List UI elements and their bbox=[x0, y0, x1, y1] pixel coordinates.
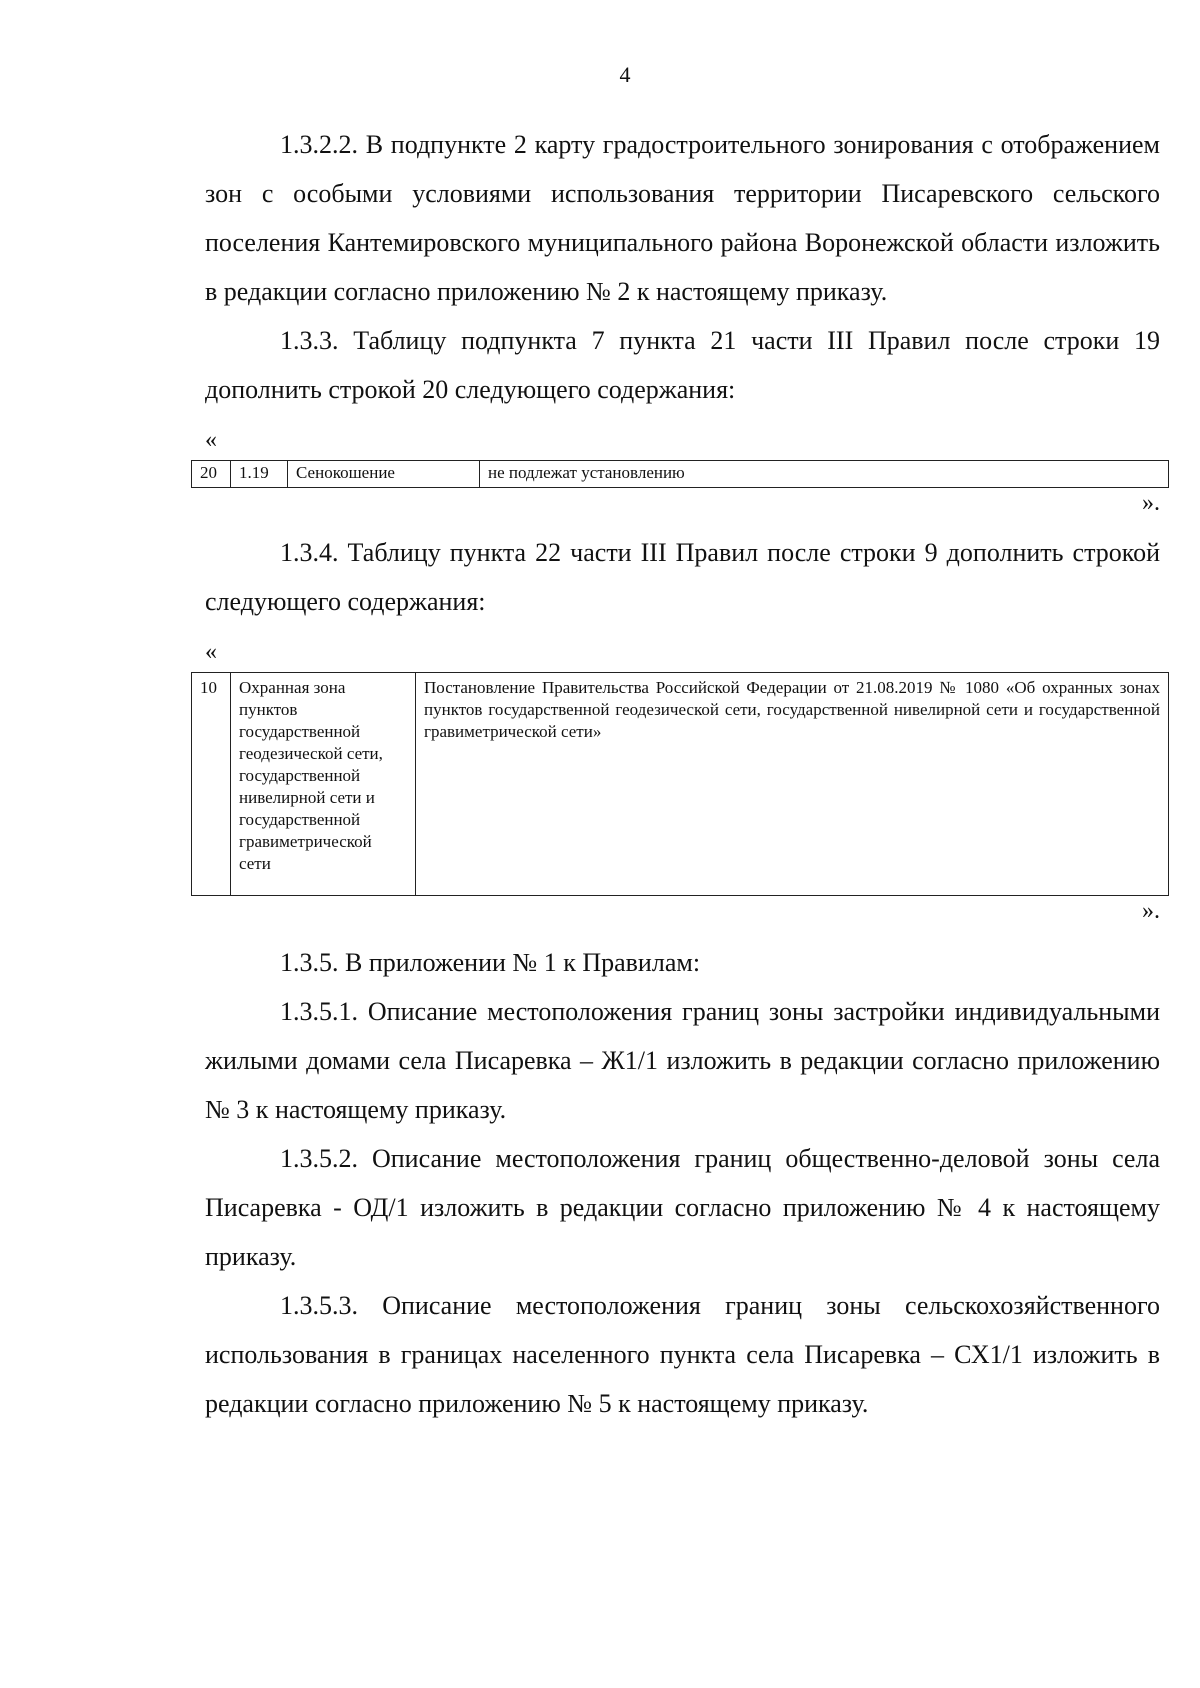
paragraph-1-3-5-1: 1.3.5.1. Описание местоположения границ зоны застройки индивидуальными жилыми домами села Писаревка – Ж1/1 изложить в редакции согласно приложению № 3 к настоящему приказу. bbox=[205, 997, 1160, 1124]
legal-basis-cell: Постановление Правительства Российской Федерации от 21.08.2019 № 1080 «Об охранных зонах пунктов государственной геодезической сети, государственной нивелирной сети и государственной гравиметрической сети» bbox=[416, 673, 1169, 896]
closing-quote: ». bbox=[1142, 898, 1160, 924]
inserted-table-row-10 bbox=[191, 672, 1169, 896]
paragraph-1-3-4: 1.3.4. Таблицу пункта 22 части III Правил после строки 9 дополнить строкой следующего содержания: bbox=[205, 538, 1160, 616]
opening-quote: « bbox=[205, 639, 217, 665]
row-number-cell: 10 bbox=[192, 673, 231, 896]
document-body bbox=[200, 120, 1160, 1428]
paragraph-1-3-3: 1.3.3. Таблицу подпункта 7 пункта 21 части III Правил после строки 19 дополнить строкой 20 следующего содержания: bbox=[205, 326, 1160, 404]
closing-quote: ». bbox=[1142, 490, 1160, 516]
paragraph-1-3-5-3: 1.3.5.3. Описание местоположения границ зоны сельскохозяйственного использования в границах населенного пункта села Писаревка – СХ1/1 изложить в редакции согласно приложению № 5 к настоящему приказу. bbox=[205, 1291, 1160, 1418]
inserted-table-row-20 bbox=[191, 460, 1169, 488]
opening-quote: « bbox=[205, 427, 217, 453]
table-row bbox=[192, 673, 1169, 896]
code-cell: 1.19 bbox=[231, 461, 288, 488]
page-number: 4 bbox=[619, 62, 631, 87]
table-row bbox=[192, 461, 1169, 488]
row-number-cell: 20 bbox=[192, 461, 231, 488]
zone-name-cell: Охранная зона пунктов государственной геодезической сети, государственной нивелирной сети и государственной гравиметрической сети bbox=[231, 673, 416, 896]
paragraph-1-3-2-2: 1.3.2.2. В подпункте 2 карту градостроительного зонирования с отображением зон с особыми условиями использования территории Писаревского сельского поселения Кантемировского муниципального района Воронежской области изложить в редакции согласно приложению № 2 к настоящему приказу. bbox=[205, 130, 1160, 306]
use-name-cell: Сенокошение bbox=[288, 461, 480, 488]
value-cell: не подлежат установлению bbox=[480, 461, 1169, 488]
paragraph-1-3-5: 1.3.5. В приложении № 1 к Правилам: bbox=[280, 948, 701, 977]
paragraph-1-3-5-2: 1.3.5.2. Описание местоположения границ общественно-деловой зоны села Писаревка - ОД/1 изложить в редакции согласно приложению № 4 к настоящему приказу. bbox=[205, 1144, 1160, 1271]
